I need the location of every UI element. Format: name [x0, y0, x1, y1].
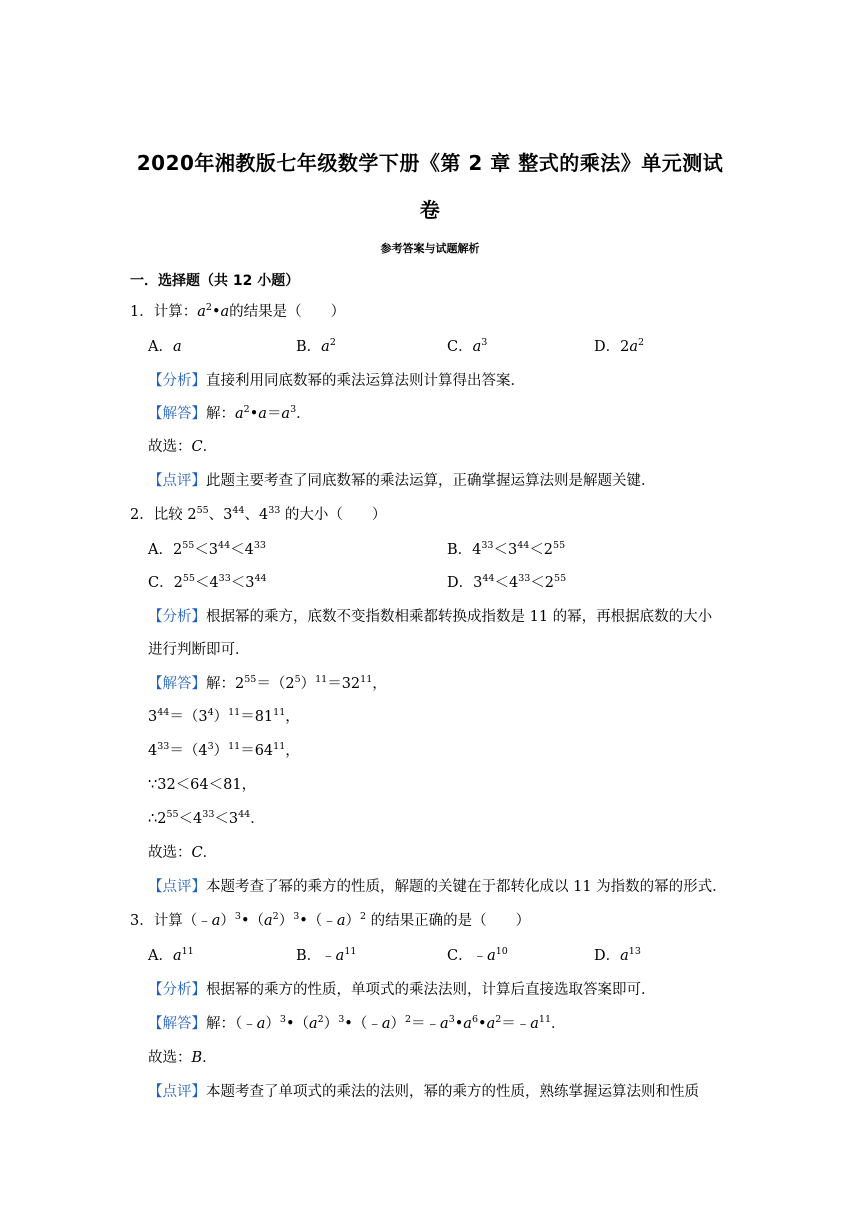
document-title-line1: 2020年湘教版七年级数学下册《第 2 章 整式的乘法》单元测试	[136, 151, 724, 175]
document-title-line2: 卷	[419, 198, 441, 222]
q1-comment: 【点评】此题主要考查了同底数幂的乘法运算，正确掌握运算法则是解题关键．	[148, 473, 656, 489]
q3-option-d: D．$a^{13}$	[594, 946, 641, 964]
q1-option-c: C．$a^3$	[447, 337, 488, 355]
q2-option-c: C．$2^{55}<4^{33}<3^{44}$	[148, 573, 267, 591]
q3-comment: 【点评】本题考查了单项式的乘法的法则，幂的乘方的性质，熟练掌握运算法则和性质	[148, 1084, 699, 1100]
q3-analysis: 【分析】根据幂的乘方的性质，单项式的乘法法则，计算后直接选取答案即可．	[148, 982, 656, 998]
q1-option-d: D．$2a^2$	[594, 337, 645, 355]
q2-answer: 【解答】解：$2^{55}=(2^5)^{11}=32^{11}$，	[148, 674, 387, 692]
q2-analysis-line2: 进行判断即可．	[148, 642, 250, 658]
q2-therefore: $\therefore 2^{55}<4^{33}<3^{44}$．	[148, 809, 265, 827]
q2-option-b: B．$4^{33}<3^{44}<2^{55}$	[447, 540, 566, 558]
q2-step-2: $3^{44}=(3^4)^{11}=81^{11}$，	[148, 707, 300, 725]
q1-answer: 【解答】解：$a^2•a=a^3$．	[148, 404, 311, 422]
q3-answer: 【解答】解：$(﹣a)^3•(a^2)^3•(﹣a)^2=﹣a^3•a^6•a^2=﹣a^{11}$．	[148, 1014, 566, 1032]
q3-option-a: A．$a^{11}$	[148, 946, 194, 964]
q2-option-a: A．$2^{55}<3^{44}<4^{33}$	[148, 540, 266, 558]
q3-option-c: C．$﹣a^{10}$	[447, 946, 508, 964]
q3-choice: 故选：B．	[148, 1050, 217, 1066]
q1-option-a: A．a	[148, 339, 182, 355]
q1-analysis: 【分析】直接利用同底数幂的乘法运算法则计算得出答案．	[148, 373, 525, 389]
q3-option-b: B．$﹣a^{11}$	[296, 946, 357, 964]
document-subtitle: 参考答案与试题解析	[380, 242, 480, 255]
q2-comment: 【点评】本题考查了幂的乘方的性质，解题的关键在于都转化成以 11 为指数的幂的形式．	[148, 879, 727, 895]
q1-option-b: B．$a^2$	[296, 337, 336, 355]
q2-choice: 故选：C．	[148, 845, 218, 861]
q3-stem: 3．计算$(﹣a)^3•(a^2)^3•(﹣a)^2$ 的结果正确的是（ ）	[130, 911, 531, 929]
q2-option-d: D．$3^{44}<4^{33}<2^{55}$	[447, 573, 567, 591]
q1-choice: 故选：C．	[148, 439, 218, 455]
q2-step-3: $4^{33}=(4^3)^{11}=64^{11}$，	[148, 741, 300, 759]
q2-stem: 2．比较 $2^{55}$、$3^{44}$、$4^{33}$ 的大小（ ）	[130, 505, 387, 523]
q2-because: ∵32＜64＜81，	[148, 777, 257, 793]
q1-stem: 1．计算：$a^2•a$的结果是（ ）	[130, 302, 346, 320]
section-heading: 一．选择题（共 12 小题）	[130, 273, 300, 289]
q2-analysis-line1: 【分析】根据幂的乘方，底数不变指数相乘都转换成指数是 11 的幂，再根据底数的大小	[148, 609, 713, 625]
